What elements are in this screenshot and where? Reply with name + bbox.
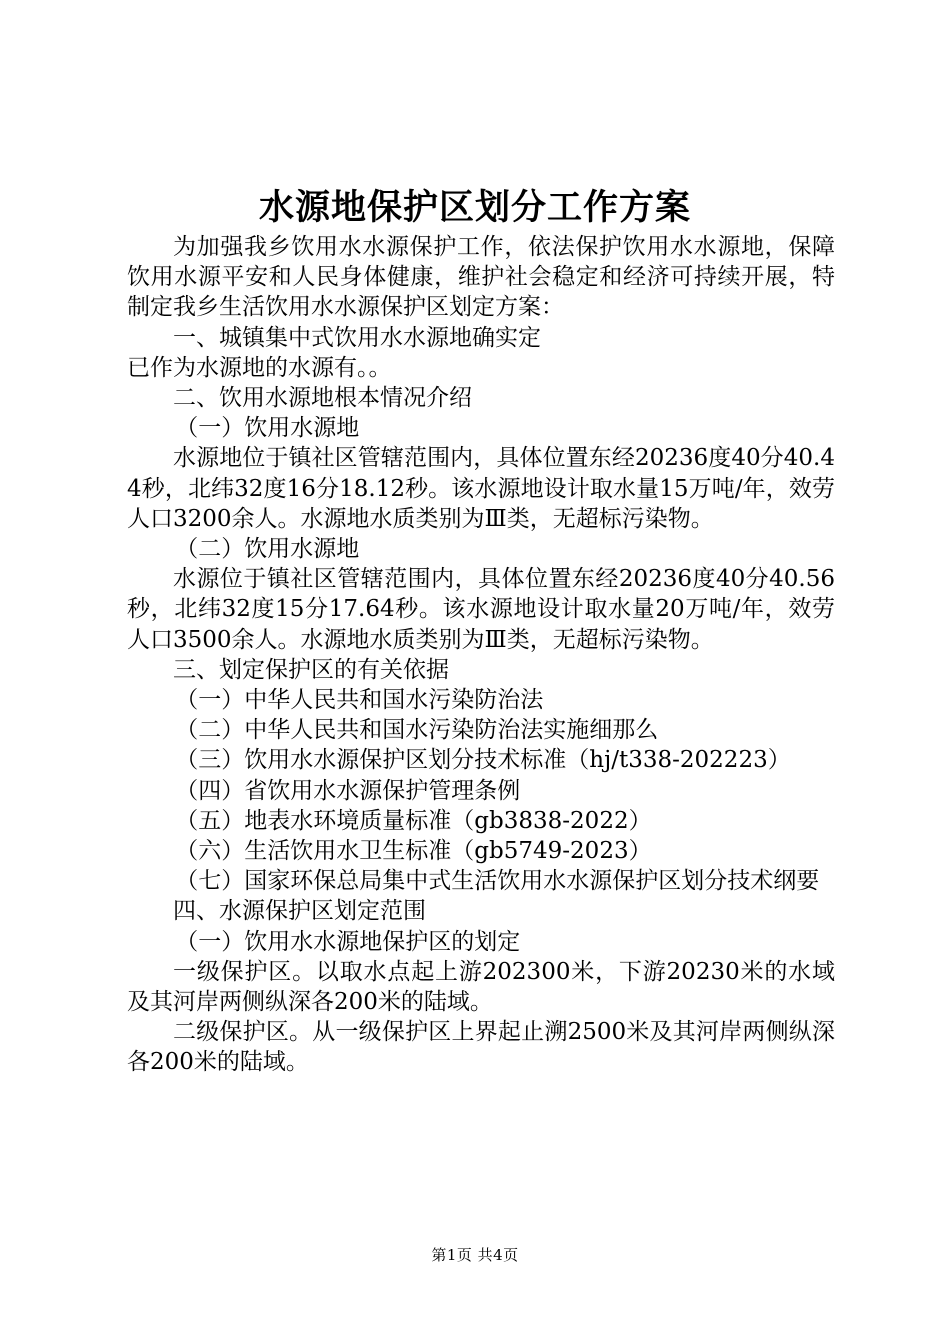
- paragraph-source-2: 水源位于镇社区管辖范围内，具体位置东经20236度40分40.56秒，北纬32度15分17.64秒。该水源地设计取水量20万吨/年，效劳人口3500余人。水源地水质类别为Ⅲ类，无超标污染物。: [127, 566, 835, 653]
- basis-item-4: （四）省饮用水水源保护管理条例: [175, 777, 521, 804]
- page-footer: 第1页 共4页: [431, 1246, 519, 1264]
- paragraph-sources: 已作为水源地的水源有。。: [127, 354, 392, 381]
- basis-item-5: （五）地表水环境质量标准（gb3838-2022）: [175, 807, 652, 834]
- section-heading-2: 二、饮用水源地根本情况介绍: [173, 385, 472, 412]
- basis-item-6: （六）生活饮用水卫生标准（gb5749-2023）: [175, 838, 652, 865]
- section-heading-4: 四、水源保护区划定范围: [173, 898, 426, 925]
- subsection-heading-4-1: （一）饮用水水源地保护区的划定: [175, 928, 521, 955]
- basis-item-3: （三）饮用水水源保护区划分技术标准（hj/t338-202223）: [175, 747, 791, 774]
- paragraph-source-1: 水源地位于镇社区管辖范围内，具体位置东经20236度40分40.44秒，北纬32度16分18.12秒。该水源地设计取水量15万吨/年，效劳人口3200余人。水源地水质类别为Ⅲ类，无超标污染物。: [127, 445, 835, 532]
- paragraph-primary-zone: 一级保护区。以取水点起上游202300米，下游20230米的水域及其河岸两侧纵深各200米的陆域。: [127, 958, 835, 1016]
- paragraph-intro: 为加强我乡饮用水水源保护工作，依法保护饮用水水源地，保障饮用水源平安和人民身体健康，维护社会稳定和经济可持续开展，特制定我乡生活饮用水水源保护区划定方案：: [127, 234, 835, 321]
- basis-item-7: （七）国家环保总局集中式生活饮用水水源保护区划分技术纲要: [175, 868, 820, 895]
- subsection-heading-2-2: （二）饮用水源地: [175, 536, 360, 563]
- document-title: 水源地保护区划分工作方案: [258, 187, 691, 228]
- basis-item-2: （二）中华人民共和国水污染防治法实施细那么: [175, 717, 659, 744]
- basis-item-1: （一）中华人民共和国水污染防治法: [175, 687, 544, 714]
- section-heading-1: 一、城镇集中式饮用水水源地确实定: [173, 324, 541, 351]
- document-body: [127, 232, 835, 1078]
- subsection-heading-2-1: （一）饮用水源地: [175, 415, 360, 442]
- paragraph-secondary-zone: 二级保护区。从一级保护区上界起止溯2500米及其河岸两侧纵深各200米的陆域。: [127, 1019, 835, 1076]
- section-heading-3: 三、划定保护区的有关依据: [173, 656, 449, 683]
